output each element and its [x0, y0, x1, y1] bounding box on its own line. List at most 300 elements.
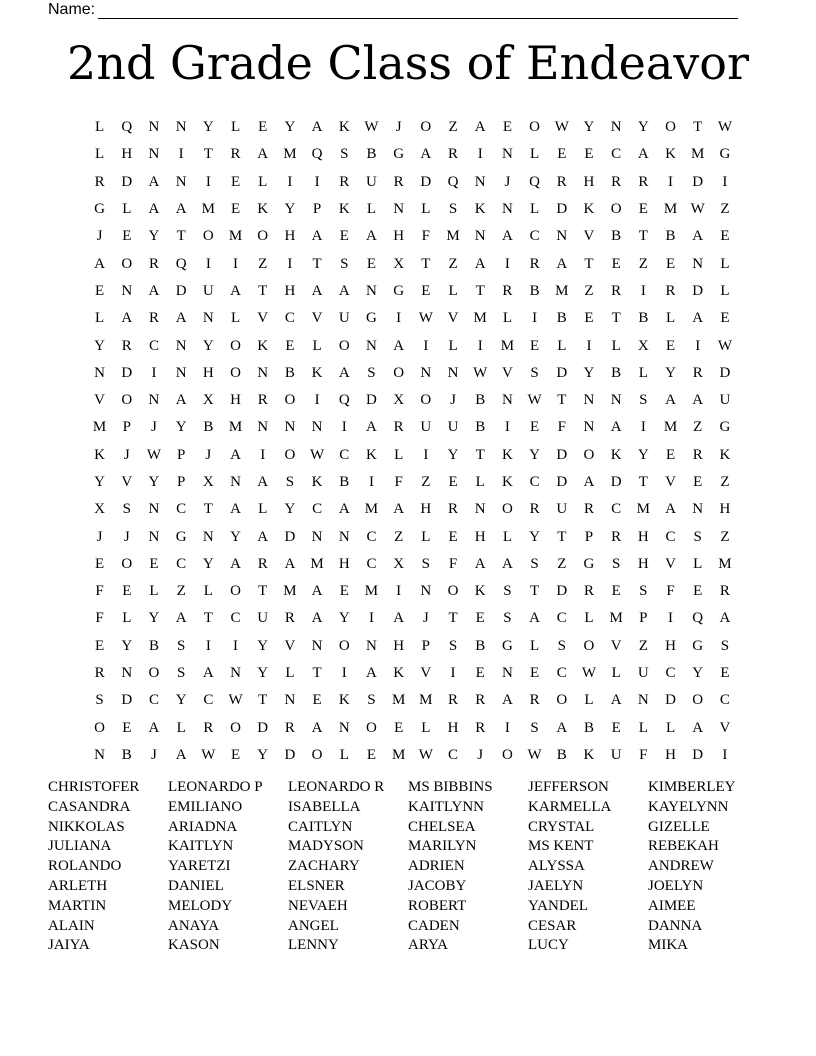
grid-letter: L: [611, 665, 621, 682]
grid-letter: K: [94, 446, 106, 463]
grid-letter: N: [148, 528, 160, 545]
grid-letter: W: [201, 746, 216, 763]
grid-letter: F: [95, 610, 104, 627]
grid-letter: K: [501, 446, 513, 463]
grid-letter: E: [665, 446, 676, 463]
grid-letter: I: [314, 392, 320, 409]
grid-letter: J: [395, 119, 402, 136]
grid-letter: A: [94, 255, 106, 272]
grid-letter: L: [230, 119, 241, 136]
grid-letter: R: [611, 282, 622, 299]
grid-letter: V: [311, 310, 323, 327]
word-list-item: CADEN: [408, 917, 460, 934]
word-list-item: ARLETH: [48, 877, 108, 894]
grid-letter: A: [257, 146, 269, 163]
grid-letter: C: [556, 665, 567, 682]
grid-letter: K: [338, 692, 350, 709]
grid-letter: X: [393, 255, 405, 272]
grid-letter: L: [502, 528, 512, 545]
grid-letter: J: [151, 746, 157, 763]
grid-letter: Y: [202, 119, 214, 136]
grid-letter: J: [123, 528, 130, 545]
grid-letter: L: [122, 610, 132, 627]
grid-letter: A: [556, 719, 568, 736]
grid-letter: X: [393, 392, 405, 409]
grid-letter: R: [556, 173, 567, 190]
grid-letter: L: [312, 337, 322, 354]
grid-letter: N: [175, 119, 187, 136]
grid-letter: M: [283, 583, 297, 600]
grid-letter: L: [475, 474, 485, 490]
grid-letter: K: [719, 446, 731, 463]
grid-letter: B: [583, 719, 594, 736]
grid-letter: W: [581, 665, 597, 682]
grid-letter: E: [394, 719, 404, 736]
grid-letter: D: [284, 528, 296, 545]
grid-letter: J: [151, 419, 157, 436]
grid-letter: N: [311, 528, 323, 545]
grid-letter: W: [146, 446, 162, 463]
grid-letter: K: [474, 201, 486, 218]
grid-letter: R: [583, 583, 594, 600]
grid-letter: L: [421, 719, 431, 736]
grid-letter: A: [257, 474, 269, 490]
grid-letter: A: [637, 146, 649, 163]
grid-letter: Y: [284, 501, 296, 518]
grid-letter: O: [501, 746, 513, 763]
grid-letter: A: [474, 555, 486, 572]
grid-letter: R: [203, 719, 214, 736]
word-list-item: JEFFERSON: [528, 779, 609, 795]
grid-letter: C: [665, 665, 676, 682]
grid-letter: B: [121, 746, 132, 763]
grid-letter: I: [722, 746, 728, 763]
grid-letter: I: [477, 337, 483, 354]
grid-letter: C: [339, 446, 350, 463]
grid-letter: M: [609, 610, 623, 627]
grid-letter: L: [366, 201, 377, 218]
word-list-item: CAITLYN: [288, 818, 353, 835]
grid-letter: Z: [720, 528, 730, 545]
grid-letter: O: [230, 364, 241, 381]
name-label: Name:: [48, 1, 96, 18]
grid-letter: F: [394, 474, 403, 490]
word-list-item: JOELYN: [648, 877, 704, 894]
grid-letter: B: [556, 310, 567, 327]
grid-letter: M: [718, 555, 732, 572]
grid-letter: T: [203, 501, 213, 518]
grid-letter: P: [176, 446, 186, 463]
grid-letter: Z: [448, 119, 458, 136]
grid-letter: N: [311, 419, 323, 436]
grid-letter: O: [610, 201, 622, 218]
grid-letter: R: [502, 282, 513, 299]
grid-letter: T: [475, 282, 485, 299]
grid-letter: I: [287, 173, 293, 190]
grid-letter: K: [311, 364, 323, 381]
grid-letter: L: [448, 337, 458, 354]
grid-letter: X: [393, 555, 405, 572]
grid-letter: D: [284, 746, 296, 763]
word-list-item: KAITLYNN: [408, 798, 484, 815]
grid-letter: B: [475, 419, 486, 436]
grid-letter: Y: [175, 419, 187, 436]
grid-letter: J: [422, 610, 429, 627]
grid-letter: Y: [175, 692, 187, 709]
grid-letter: O: [338, 337, 350, 354]
grid-letter: P: [639, 610, 648, 627]
grid-letter: N: [420, 583, 432, 600]
grid-letter: S: [530, 555, 539, 572]
word-list-item: ALYSSA: [528, 858, 585, 875]
grid-letter: H: [583, 173, 595, 190]
grid-letter: A: [529, 610, 541, 627]
grid-letter: A: [311, 583, 323, 600]
grid-letter: N: [501, 665, 513, 682]
grid-letter: L: [421, 201, 431, 218]
grid-letter: O: [583, 446, 595, 463]
grid-letter: Z: [394, 528, 404, 545]
grid-letter: S: [693, 528, 702, 545]
grid-letter: L: [557, 337, 567, 354]
grid-letter: T: [584, 255, 594, 272]
grid-letter: L: [203, 583, 213, 600]
grid-letter: Y: [202, 337, 214, 354]
word-list-item: KIMBERLEY: [648, 779, 736, 795]
word-list-item: CESAR: [528, 917, 577, 934]
grid-letter: Y: [121, 637, 133, 654]
grid-letter: Q: [338, 392, 350, 409]
grid-letter: N: [583, 392, 595, 409]
grid-letter: N: [610, 392, 622, 409]
name-field: [48, 0, 738, 19]
grid-letter: D: [556, 446, 568, 463]
grid-letter: N: [121, 282, 133, 299]
grid-letter: A: [284, 555, 296, 572]
grid-letter: H: [665, 746, 676, 763]
grid-letter: Z: [448, 255, 458, 272]
grid-letter: T: [475, 446, 485, 463]
word-list-item: LEONARDO R: [288, 779, 385, 795]
grid-letter: O: [420, 119, 432, 136]
grid-letter: C: [148, 692, 159, 709]
grid-letter: A: [719, 610, 731, 627]
grid-letter: K: [393, 665, 405, 682]
grid-letter: I: [205, 255, 211, 272]
grid-letter: L: [584, 610, 594, 627]
grid-letter: E: [584, 146, 594, 163]
grid-letter: L: [665, 719, 676, 736]
grid-letter: Y: [257, 637, 269, 654]
grid-letter: O: [447, 583, 459, 600]
grid-letter: N: [94, 364, 106, 381]
word-list-item: ADRIEN: [408, 858, 465, 875]
grid-letter: L: [258, 501, 268, 518]
grid-letter: O: [338, 637, 350, 654]
grid-letter: H: [420, 501, 432, 518]
grid-letter: O: [121, 555, 133, 572]
name-underline: [98, 3, 738, 19]
grid-letter: K: [610, 446, 622, 463]
grid-letter: A: [257, 528, 269, 545]
grid-letter: A: [202, 665, 214, 682]
grid-letter: C: [665, 528, 676, 545]
word-list-item: DANIEL: [168, 877, 224, 894]
grid-letter: R: [448, 146, 459, 163]
grid-letter: M: [419, 692, 433, 709]
grid-letter: L: [530, 146, 540, 163]
grid-letter: N: [366, 337, 377, 354]
grid-letter: G: [175, 528, 187, 545]
grid-letter: K: [474, 583, 486, 600]
grid-letter: D: [692, 173, 704, 190]
grid-letter: C: [556, 610, 567, 627]
grid-letter: D: [610, 474, 622, 490]
grid-letter: R: [611, 173, 622, 190]
grid-letter: U: [257, 610, 269, 627]
grid-letter: W: [717, 337, 732, 354]
grid-letter: Z: [557, 555, 567, 572]
grid-letter: T: [312, 665, 322, 682]
grid-letter: B: [366, 146, 377, 163]
grid-letter: N: [311, 637, 323, 654]
grid-letter: M: [555, 282, 569, 299]
grid-letter: R: [393, 173, 404, 190]
grid-letter: I: [396, 583, 402, 600]
grid-letter: A: [311, 282, 323, 299]
grid-letter: H: [230, 392, 241, 409]
grid-letter: X: [202, 392, 214, 409]
grid-letter: F: [95, 583, 104, 600]
grid-letter: V: [583, 228, 595, 245]
grid-letter: L: [638, 364, 648, 381]
grid-letter: S: [720, 637, 730, 654]
grid-letter: N: [474, 501, 486, 518]
grid-letter: E: [475, 610, 485, 627]
grid-letter: A: [501, 692, 513, 709]
grid-letter: A: [311, 228, 323, 245]
grid-letter: E: [149, 555, 159, 572]
grid-letter: A: [665, 392, 676, 409]
grid-letter: R: [638, 173, 649, 190]
grid-letter: Y: [447, 446, 459, 463]
grid-letter: T: [258, 692, 268, 709]
word-list-item: KARMELLA: [528, 798, 612, 815]
grid-letter: I: [178, 146, 184, 163]
grid-letter: A: [692, 310, 704, 327]
grid-letter: L: [502, 310, 512, 327]
grid-letter: S: [421, 555, 431, 572]
grid-letter: M: [364, 501, 379, 518]
grid-letter: C: [448, 746, 459, 763]
grid-letter: Y: [692, 665, 704, 682]
grid-letter: G: [393, 146, 405, 163]
word-list-item: ARYA: [408, 937, 449, 954]
grid-letter: D: [692, 746, 704, 763]
grid-letter: X: [202, 474, 214, 490]
grid-letter: R: [475, 692, 486, 709]
grid-letter: R: [284, 610, 295, 627]
grid-letter: Y: [637, 446, 649, 463]
grid-letter: K: [338, 201, 350, 218]
grid-letter: A: [610, 419, 622, 436]
word-list-item: CHELSEA: [408, 818, 476, 835]
grid-letter: F: [639, 746, 648, 763]
grid-letter: T: [557, 528, 567, 545]
grid-letter: T: [638, 474, 648, 490]
grid-letter: L: [122, 201, 132, 218]
grid-letter: S: [122, 501, 131, 518]
grid-letter: E: [475, 665, 485, 682]
grid-letter: D: [257, 719, 269, 736]
word-list-item: JULIANA: [48, 838, 112, 855]
grid-letter: T: [448, 610, 458, 627]
grid-letter: N: [175, 173, 187, 190]
grid-letter: R: [94, 173, 105, 190]
grid-letter: Y: [665, 364, 676, 381]
grid-letter: I: [341, 419, 347, 436]
grid-letter: E: [95, 637, 105, 654]
word-list-item: EMILIANO: [168, 798, 243, 815]
grid-letter: R: [257, 555, 268, 572]
word-list-item: ANDREW: [648, 858, 714, 875]
grid-letter: D: [719, 364, 731, 381]
word-list-item: ISABELLA: [288, 798, 361, 815]
grid-letter: A: [692, 719, 704, 736]
grid-letter: Q: [311, 146, 323, 163]
grid-letter: T: [258, 583, 268, 600]
grid-letter: R: [583, 501, 594, 518]
grid-letter: C: [611, 146, 622, 163]
word-list-item: KASON: [168, 937, 220, 954]
grid-letter: A: [148, 719, 160, 736]
grid-letter: L: [720, 282, 730, 299]
grid-letter: V: [121, 474, 133, 490]
grid-letter: Z: [720, 474, 730, 490]
grid-letter: L: [421, 528, 431, 545]
grid-letter: I: [396, 310, 402, 327]
grid-letter: L: [611, 337, 621, 354]
grid-letter: E: [339, 228, 349, 245]
grid-letter: A: [556, 255, 568, 272]
grid-letter: A: [311, 610, 323, 627]
grid-letter: Y: [583, 119, 595, 136]
word-list-item: YARETZI: [168, 858, 231, 875]
grid-letter: D: [665, 692, 676, 709]
grid-letter: B: [284, 364, 295, 381]
grid-letter: E: [448, 528, 458, 545]
grid-letter: T: [557, 392, 567, 409]
grid-letter: C: [230, 610, 241, 627]
grid-letter: E: [95, 282, 105, 299]
grid-letter: B: [638, 310, 649, 327]
grid-letter: S: [503, 583, 512, 600]
grid-letter: E: [611, 255, 621, 272]
grid-letter: J: [450, 392, 456, 409]
word-list-item: MIKA: [648, 937, 688, 954]
grid-letter: U: [447, 419, 459, 436]
grid-letter: E: [720, 310, 730, 327]
grid-letter: A: [474, 119, 486, 136]
grid-letter: E: [720, 665, 730, 682]
grid-letter: W: [418, 310, 433, 327]
grid-letter: H: [284, 282, 296, 299]
grid-letter: N: [474, 173, 486, 190]
word-list-item: ANAYA: [168, 917, 220, 934]
grid-letter: I: [504, 719, 510, 736]
grid-letter: S: [448, 637, 458, 654]
grid-letter: A: [393, 610, 405, 627]
grid-letter: J: [96, 528, 103, 545]
word-list-item: LENNY: [288, 937, 339, 954]
grid-letter: I: [205, 173, 211, 190]
grid-letter: I: [668, 173, 674, 190]
grid-letter: D: [121, 173, 133, 190]
grid-letter: T: [638, 228, 648, 245]
grid-letter: S: [503, 610, 512, 627]
grid-letter: H: [637, 528, 649, 545]
grid-letter: A: [175, 392, 187, 409]
grid-letter: I: [532, 310, 538, 327]
grid-letter: Q: [529, 173, 541, 190]
grid-letter: V: [284, 637, 296, 654]
grid-letter: I: [341, 665, 347, 682]
grid-letter: J: [96, 228, 103, 245]
grid-letter: X: [637, 337, 649, 354]
grid-letter: N: [637, 692, 649, 709]
grid-letter: I: [233, 255, 239, 272]
grid-letter: E: [122, 719, 132, 736]
word-list-item: CRYSTAL: [528, 818, 595, 835]
grid-letter: G: [94, 201, 106, 218]
grid-letter: N: [692, 501, 704, 518]
grid-letter: Z: [693, 419, 703, 436]
grid-letter: V: [665, 555, 676, 572]
grid-letter: G: [719, 146, 731, 163]
grid-letter: L: [530, 201, 540, 218]
grid-letter: Y: [94, 474, 106, 490]
grid-letter: B: [611, 364, 622, 381]
grid-letter: A: [474, 255, 486, 272]
grid-letter: T: [611, 310, 621, 327]
grid-letter: V: [501, 364, 513, 381]
grid-letter: E: [339, 583, 349, 600]
grid-letter: B: [556, 746, 567, 763]
word-list-item: MADYSON: [288, 838, 364, 855]
grid-letter: N: [447, 364, 459, 381]
grid-letter: E: [230, 746, 241, 763]
grid-letter: I: [260, 446, 266, 463]
grid-letter: W: [554, 119, 569, 136]
grid-letter: R: [284, 719, 295, 736]
word-list-item: NEVAEH: [288, 897, 348, 914]
grid-letter: S: [530, 719, 539, 736]
grid-letter: I: [640, 282, 646, 299]
grid-letter: E: [95, 555, 105, 572]
grid-letter: A: [175, 310, 187, 327]
grid-letter: B: [339, 474, 350, 490]
grid-letter: K: [338, 119, 350, 136]
grid-letter: R: [611, 528, 622, 545]
grid-letter: J: [123, 446, 130, 463]
grid-letter: U: [637, 665, 649, 682]
grid-letter: A: [692, 228, 704, 245]
grid-letter: A: [175, 201, 187, 218]
grid-letter: M: [310, 555, 324, 572]
grid-letter: S: [557, 637, 566, 654]
grid-letter: B: [475, 392, 486, 409]
grid-letter: E: [557, 146, 567, 163]
